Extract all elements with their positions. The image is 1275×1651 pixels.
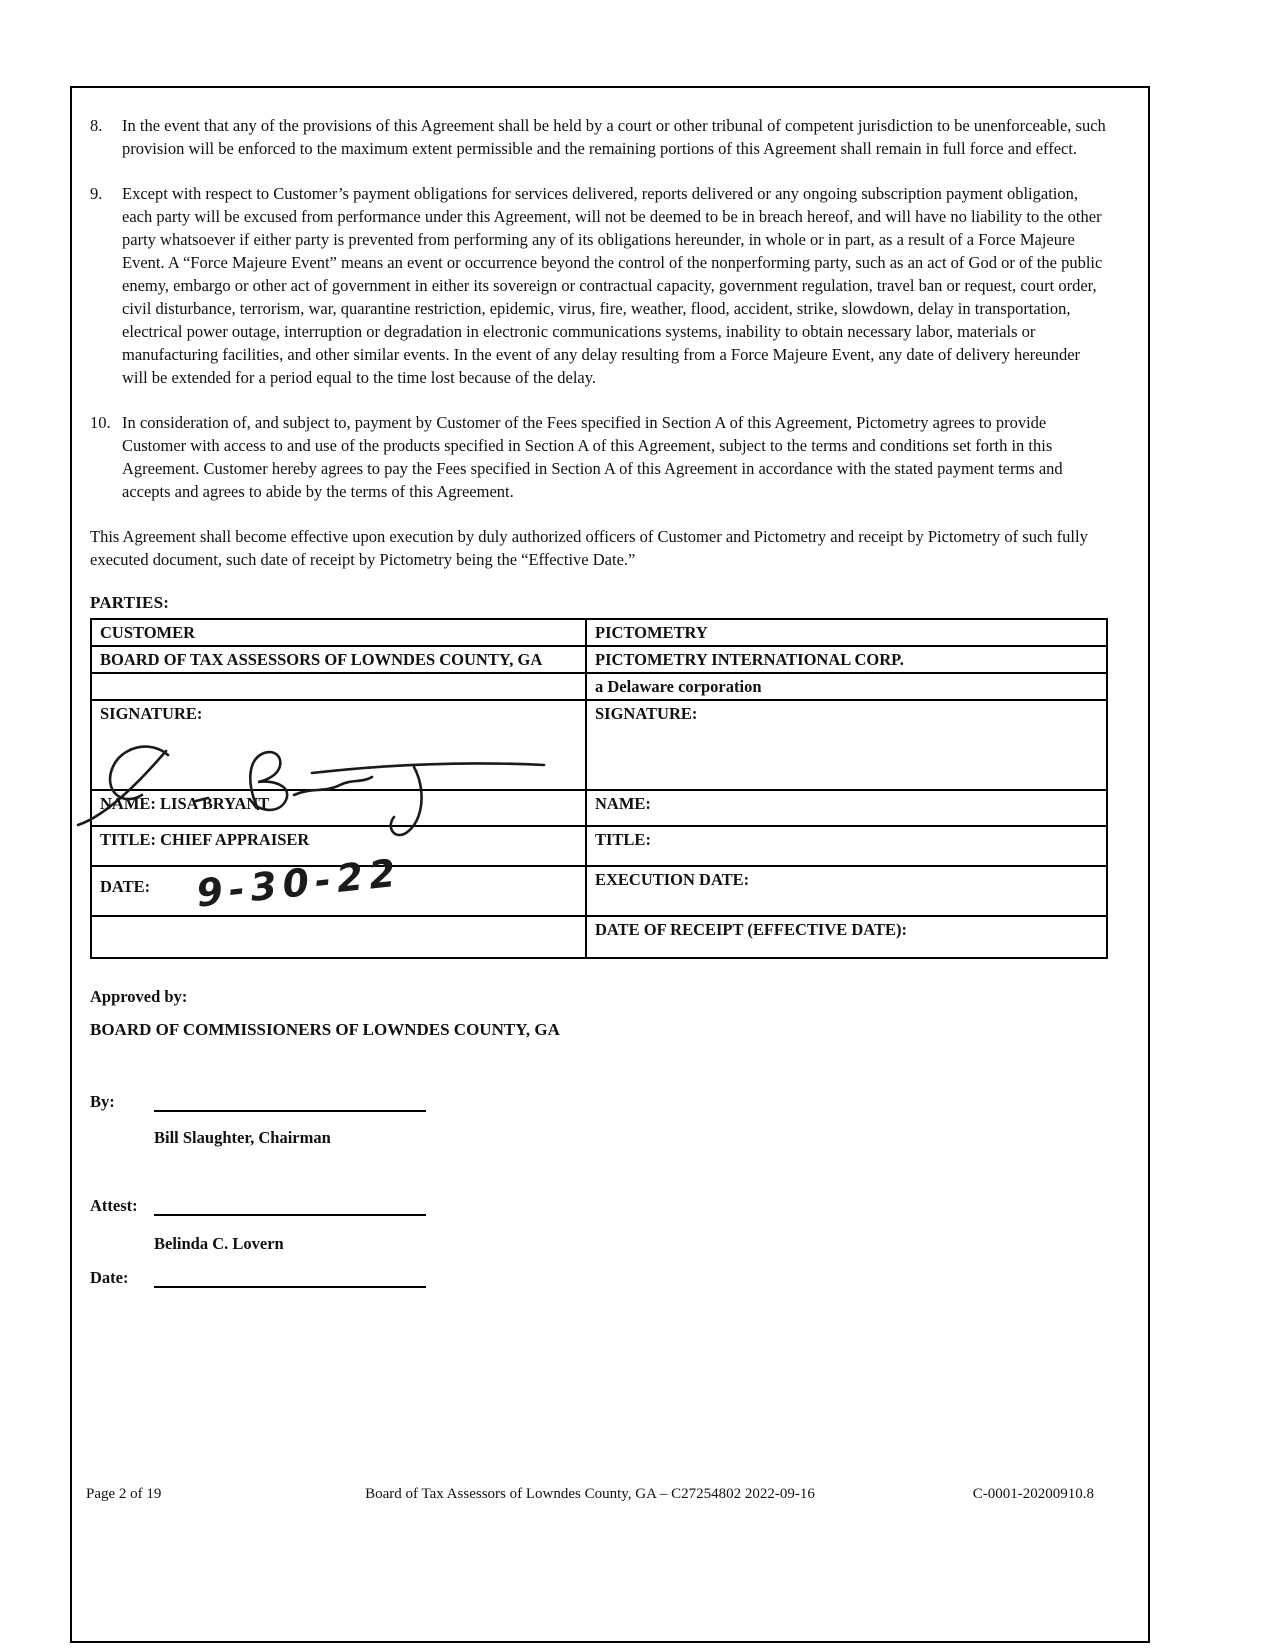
footer-document-code: C-0001-20200910.8	[972, 1486, 1094, 1502]
paragraph-10	[90, 411, 1108, 503]
date-row	[91, 866, 1107, 916]
signature-row	[91, 700, 1107, 790]
name-row	[91, 790, 1107, 826]
effective-date-paragraph: This Agreement shall become effective upon execution by duly authorized officers of Customer and Pictometry and receipt by Pictometry of such fully executed document, such date of receipt by Pictometry being the “Effective Date.”	[90, 527, 1088, 569]
pictometry-subtitle-cell: a Delaware corporation	[586, 673, 1107, 700]
by-signature-row	[90, 1092, 1108, 1112]
pictometry-header-cell: PICTOMETRY	[586, 619, 1107, 646]
page-footer	[86, 1486, 1094, 1503]
customer-name-label: NAME:	[100, 794, 156, 813]
board-of-commissioners-name: BOARD OF COMMISSIONERS OF LOWNDES COUNTY, GA	[90, 1020, 560, 1039]
customer-date-handwritten-value: 9-30-22	[194, 850, 404, 916]
customer-header-cell: CUSTOMER	[91, 619, 586, 646]
paragraph-10-text: In consideration of, and subject to, payment by Customer of the Fees specified in Section A of this Agreement, Pictometry agrees to provide Customer with access to and use of the products specified in Section A of this Agreement, subject to the terms and conditions set forth in this Agreement. Customer hereby agrees to pay the Fees specified in Section A of this Agreement in accordance with the stated payment terms and accepts and agrees to abide by the terms of this Agreement.	[122, 413, 1063, 501]
paragraph-8	[90, 114, 1108, 160]
parties-heading: PARTIES:	[90, 593, 170, 612]
customer-date-label: DATE:	[100, 877, 151, 896]
pictometry-signature-label: SIGNATURE:	[595, 704, 698, 723]
customer-company-cell: BOARD OF TAX ASSESSORS OF LOWNDES COUNTY, GA	[91, 646, 586, 673]
attest-label: Attest:	[90, 1196, 138, 1215]
pictometry-signature-cell	[586, 700, 1107, 790]
attest-signature-line	[154, 1196, 426, 1216]
paragraph-8-text: In the event that any of the provisions of this Agreement shall be held by a court or other tribunal of competent jurisdiction to be unenforceable, such provision will be enforced to the maximum extent permissible and the remaining portions of this Agreement shall remain in full force and effect.	[122, 116, 1106, 158]
paragraph-9	[90, 182, 1108, 389]
execution-date-cell: EXECUTION DATE:	[586, 866, 1107, 916]
customer-empty-cell	[91, 673, 586, 700]
footer-document-reference: Board of Tax Assessors of Lowndes County, GA – C27254802 2022-09-16	[365, 1486, 815, 1502]
paragraph-8-number: 8.	[90, 116, 103, 135]
company-subtitle-row	[91, 673, 1107, 700]
customer-signature-label: SIGNATURE:	[100, 704, 203, 723]
title-row	[91, 826, 1107, 866]
by-label: By:	[90, 1092, 115, 1111]
approval-date-row	[90, 1268, 1108, 1288]
attest-signatory-name: Belinda C. Lovern	[154, 1234, 284, 1253]
customer-signature-cell	[91, 700, 586, 790]
paragraph-10-number: 10.	[90, 413, 111, 432]
pictometry-company-cell: PICTOMETRY INTERNATIONAL CORP.	[586, 646, 1107, 673]
approval-date-line	[154, 1268, 426, 1288]
customer-title-value: CHIEF APPRAISER	[160, 830, 310, 849]
document-page-frame	[70, 86, 1150, 1643]
paragraph-9-text: Except with respect to Customer’s payment obligations for services delivered, reports delivered or any ongoing subscription payment obligation, each party will be excused from performance under this Agreement, will not be deemed to be in breach hereof, and will have no liability to the other party whatsoever if either party is prevented from performing any of its obligations hereunder, in whole or in part, as a result of a Force Majeure Event. A “Force Majeure Event” means an event or occurrence beyond the control of the nonperforming party, such as an act of God or of the public enemy, embargo or other act of government in either its sovereign or contractual capacity, government regulation, travel ban or request, court order, civil disturbance, terrorism, war, quarantine restriction, epidemic, virus, fire, weather, flood, accident, strike, slowdown, delay in transportation, electrical power outage, interruption or degradation in electronic communications systems, inability to obtain necessary labor, materials or manufacturing facilities, and other similar events. In the event of any delay resulting from a Force Majeure Event, any date of delivery hereunder will be extended for a period equal to the time lost because of the delay.	[122, 184, 1103, 387]
attest-signature-row	[90, 1196, 1108, 1216]
approval-date-label: Date:	[90, 1268, 129, 1287]
customer-name-value: LISA BRYANT	[160, 794, 270, 813]
customer-title-label: TITLE:	[100, 830, 156, 849]
customer-name-cell	[91, 790, 586, 826]
customer-date-cell	[91, 850, 586, 916]
pictometry-title-cell: TITLE:	[586, 826, 1107, 866]
parties-table	[90, 618, 1108, 959]
receipt-date-cell: DATE OF RECEIPT (EFFECTIVE DATE):	[586, 916, 1107, 958]
receipt-date-row	[91, 916, 1107, 958]
customer-empty-bottom-cell	[91, 916, 586, 958]
company-row	[91, 646, 1107, 673]
table-header-row	[91, 619, 1107, 646]
by-signatory-name: Bill Slaughter, Chairman	[154, 1128, 331, 1147]
by-signature-line	[154, 1092, 426, 1112]
pictometry-name-cell: NAME:	[586, 790, 1107, 826]
paragraph-9-number: 9.	[90, 184, 103, 203]
approved-by-label: Approved by:	[90, 987, 188, 1006]
footer-page-number: Page 2 of 19	[86, 1486, 162, 1502]
